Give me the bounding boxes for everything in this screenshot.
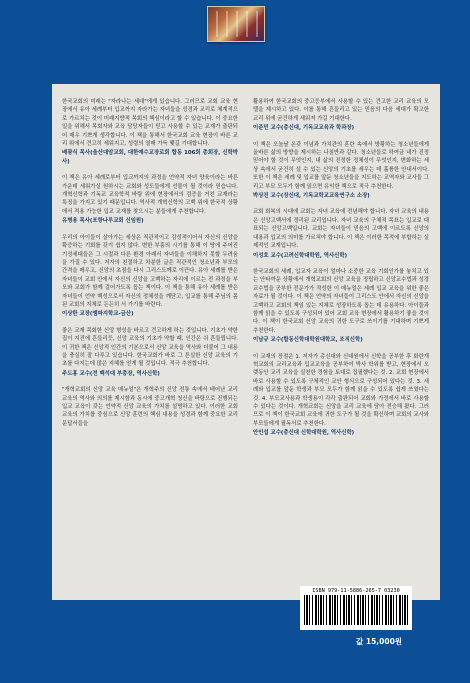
- endorsement-text: 이 책은 오늘날 온갖 이념과 가치관의 혼란 속에서 방황하는 청소년들에게 올바른 삶의 방향을 제시하는 나침반과 같다. 청소년들로 하여금 내가 진정 믿어야 할 것이 무엇인지, 내 삶의 진정한 정체성이 무엇인지, 변화하는 세상 속에서 굳건히 설 수 있는 신앙의 기초를 세우는 데 훌륭한 안내서이다. 또한 이 책은 세례 및 입교를 앞둔 청소년들을 지도하는 교역자와 교사들 그리고 부모 모두가 함께 읽으면 유익한 책으로 적극 추천한다.: [253, 141, 429, 190]
- endorsement-text: 이 책은 유아 세례로부터 입교까지의 과정을 언약적 자녀 양육이라는 바른 가운데 세워가실 원하시는 교회와 성도들에게 선물이 될 것이라 믿습니다. 개혁신학과 기독교 교육학적 바탕 위에 현장에서의 검증을 거친 교재라는 특징을 가지고 있기 때문입니다. 역사적 개혁신학의 고백 위에 한국적 상황에서 적용 가능한 입교 교재를 찾으시는 분들에게 추천합니다.: [62, 175, 238, 215]
- endorsement-block: [62, 386, 238, 428]
- endorser-name: 이남규 교수(합동신학대학원대학교, 조직신학): [253, 337, 363, 344]
- cover-emblem: [207, 6, 265, 42]
- endorsement-panel: [52, 84, 440, 600]
- endorser-name: 주도홍 교수(전 백석대 부총장, 역사신학): [62, 370, 160, 377]
- endorsement-block: [253, 353, 429, 438]
- endorsement-text: 우리의 아이들이 살아가는 세상은 직관적이고 감성적이어서 자신의 신앙을 확증하는 기회를 갖기 쉽지 않다. 변한 부흥의 시기를 통해 이 땅에 주어진 기성세대들은 그 시절과 다른 환경 아래서 자녀들을 이해하지 못할 두려움을 가질 수 있다. 저자의 친절하고 차분한 글은 직관적인 청소년과 부모의 간격을 메우고, 신앙의 초점을 다시 그리스도께로 이끈다. 유아 세례를 받은 자녀들이 교회 안에서 자신의 신앙을 고백하는 자리에 이르는 전 과정을 부모와 교회가 함께 걸어가도록 돕는 책이다. 이 책을 통해 유아 세례를 받은 자녀들이 언약 백성으로서 자신의 정체성을 깨닫고, 입교를 통해 주님의 몸 된 교회의 지체로 든든히 서 가기를 바란다.: [62, 234, 238, 308]
- endorsement-block: [62, 174, 238, 225]
- endorser-name: 유병용 목사(포항나루교회 신임원): [62, 218, 144, 225]
- endorsement-text: 이 교재의 장점은 1. 저자가 총신대와 신대원에서 신학을 공부한 후 화란개혁교회의 교리교육과 입교교육을 공부하여 박사 학위를 받고, 현장에서 오랫동안 교리 교육을 실천한 경험을 토대로 집필했다는 것. 2. 교회 현장에서 바로 사용할 수 있도록 구체적인 교안 형식으로 구성되어 있다는 것. 3. 세례와 입교를 앞둔 학생과 부모 모두가 함께 읽을 수 있도록 쉽게 쓰였다는 것. 4. 부모교사용과 학생용이 각각 출판되어 교회와 가정에서 바로 사용할 수 있다는 것이다. 개혁교회는 신앙을 교리 교육에 담아 전승해 왔다. 그러므로 이 책이 한국교회 교육에 귀한 도구가 될 것을 확신하며 교회의 교사와 부모들에게 필독서로 추천한다.: [253, 353, 429, 427]
- endorser-name: 배광식 목사(울산대암교회, 대한예수교장로회 합동 106회 총회장, 신학박사): [62, 150, 238, 165]
- endorsement-block: [62, 98, 238, 166]
- endorser-name: 안인섭 교수(총신대 신학대학원, 역사신학): [253, 430, 355, 437]
- endorsement-text: 한국교회의 미래는 "자라나는 세대"에게 있습니다. 그러므로 교회 교육 현장에서 유아 세례부터 입교까지 자라가는 자녀들을 성경과 교리로 체계적으로 가르치는 것이 미래지향적 목회의 핵심이라고 할 수 있습니다. 이 중요한 일을 위해서 목회자와 교육 담당자들이 믿고 사용할 수 있는 교재가 출판되어 매우 기쁘게 생각합니다. 이 책을 통해서 한국교회 교육 현장이 바른 교리 위에서 견고히 세워지고, 성령의 열매 가득 맺길 기대합니다.: [62, 99, 238, 148]
- endorsement-block: [253, 98, 429, 133]
- endorsement-text: 교회 회복의 시대에 교회는 자녀 교육에 전념해야 합니다. 자녀 교육의 내용은 신앙고백서에 정리된 교리입니다. 자녀 교육의 구체적 목표는 입교로 대표되는 신앙고백입니다. 교회는 자녀들이 믿음의 고백에 이르도록 신앙의 내용과 입교의 의미를 가르쳐야 합니다. 이 책은 이러한 목적에 부합하는 실제적인 교재입니다.: [253, 209, 429, 250]
- endorsement-text: 좋은 교재 목회한 신앙 형성을 바르고 견고하게 하는 것입니다. 기초가 약한 집이 지진에 흔들리듯, 신앙 교육의 기초가 약할 때, 인간은 쉬 흔들립니다. 이 귀한 책은 신앙적 인간의 기본으로서 신앙 교육을 역사와 더불어 그 내용을 충실히 잘 다루고 있습니다. 한국교회가 바로 그 튼실한 신앙 교육의 기초를 다지는데 많은 지혜를 얻게 될 것입니다. 적극 추천합니다.: [62, 327, 238, 368]
- endorser-name: 이준민 교수(총신대, 기독교교육과 학과장): [253, 125, 355, 132]
- endorsement-block: [62, 234, 238, 319]
- left-column: [62, 98, 238, 436]
- endorsement-block: [253, 141, 429, 201]
- price-label: 값 15,000원: [356, 637, 403, 646]
- endorser-name: 박상진 교수(장신대, 기독교학교교육연구소 소장): [253, 193, 370, 200]
- barcode: [300, 586, 412, 630]
- endorsement-block: [253, 208, 429, 259]
- endorser-name: 이상한 교장(엠파지학교-금산): [62, 311, 134, 318]
- endorsement-block: [62, 327, 238, 378]
- endorsement-block: [253, 268, 429, 345]
- endorsement-text: "개혁교회의 신앙 교육 매뉴얼"은 개혁주의 신앙 전통 속에서 태어난 교리 교육의 역사와 의의를 제시함과 동시에 중고개혁 청신을 바탕으로 진행되는 입교 교육이 갖는 언약적 신앙 교육의 가치를 설명하고 있다. 이러한 교회 교육의 가치를 중심으로 신앙 훈련의 핵심 내용을 성경과 함께 중요한 교리문답서들을: [62, 387, 238, 427]
- isbn-label: ISBN 979-11-5886-265-7 03230: [312, 588, 400, 594]
- right-column: [253, 98, 429, 446]
- barcode-bars: [304, 595, 408, 625]
- endorser-name: 이성호 교수(고려신학대학원, 역사신학): [253, 252, 348, 259]
- endorsement-text: 활용하여 한국교회의 중고등부에서 사용할 수 있는 견고한 교리 교육의 모델을 제시하고 있다. 이를 통해 흔들리고 있는 믿음의 다음 세대가 확고한 교리 위에 굳건하게 세워져 가길 기대한다.: [253, 99, 429, 122]
- endorsement-text: 한국교회의 세례, 입교자 교육이 얼마나 소중한 교육 기회인가를 놓치고 있는 안타까운 상황에서 개혁교회의 신앙 교육을 정립하고 신앙교수법과 성경교수법을 공부한 전문가가 작성한 이 매뉴얼은 세례 입교 교육을 위한 좋은 자료가 될 것이다. 이 책은 언약의 자녀들이 그리스도 안에서 자신의 신앙을 고백하고 교회의 책임 있는 지체로 성장하도록 돕는 데 유용하다. 아이들과 함께 읽을 수 있도록 구성되어 있어 교회 교육 현장에서 활용하기 좋을 것이다. 이 책이 한국교회 신앙 교육의 귀한 도구로 쓰이기를 기대하며 기쁘게 추천한다.: [253, 268, 429, 334]
